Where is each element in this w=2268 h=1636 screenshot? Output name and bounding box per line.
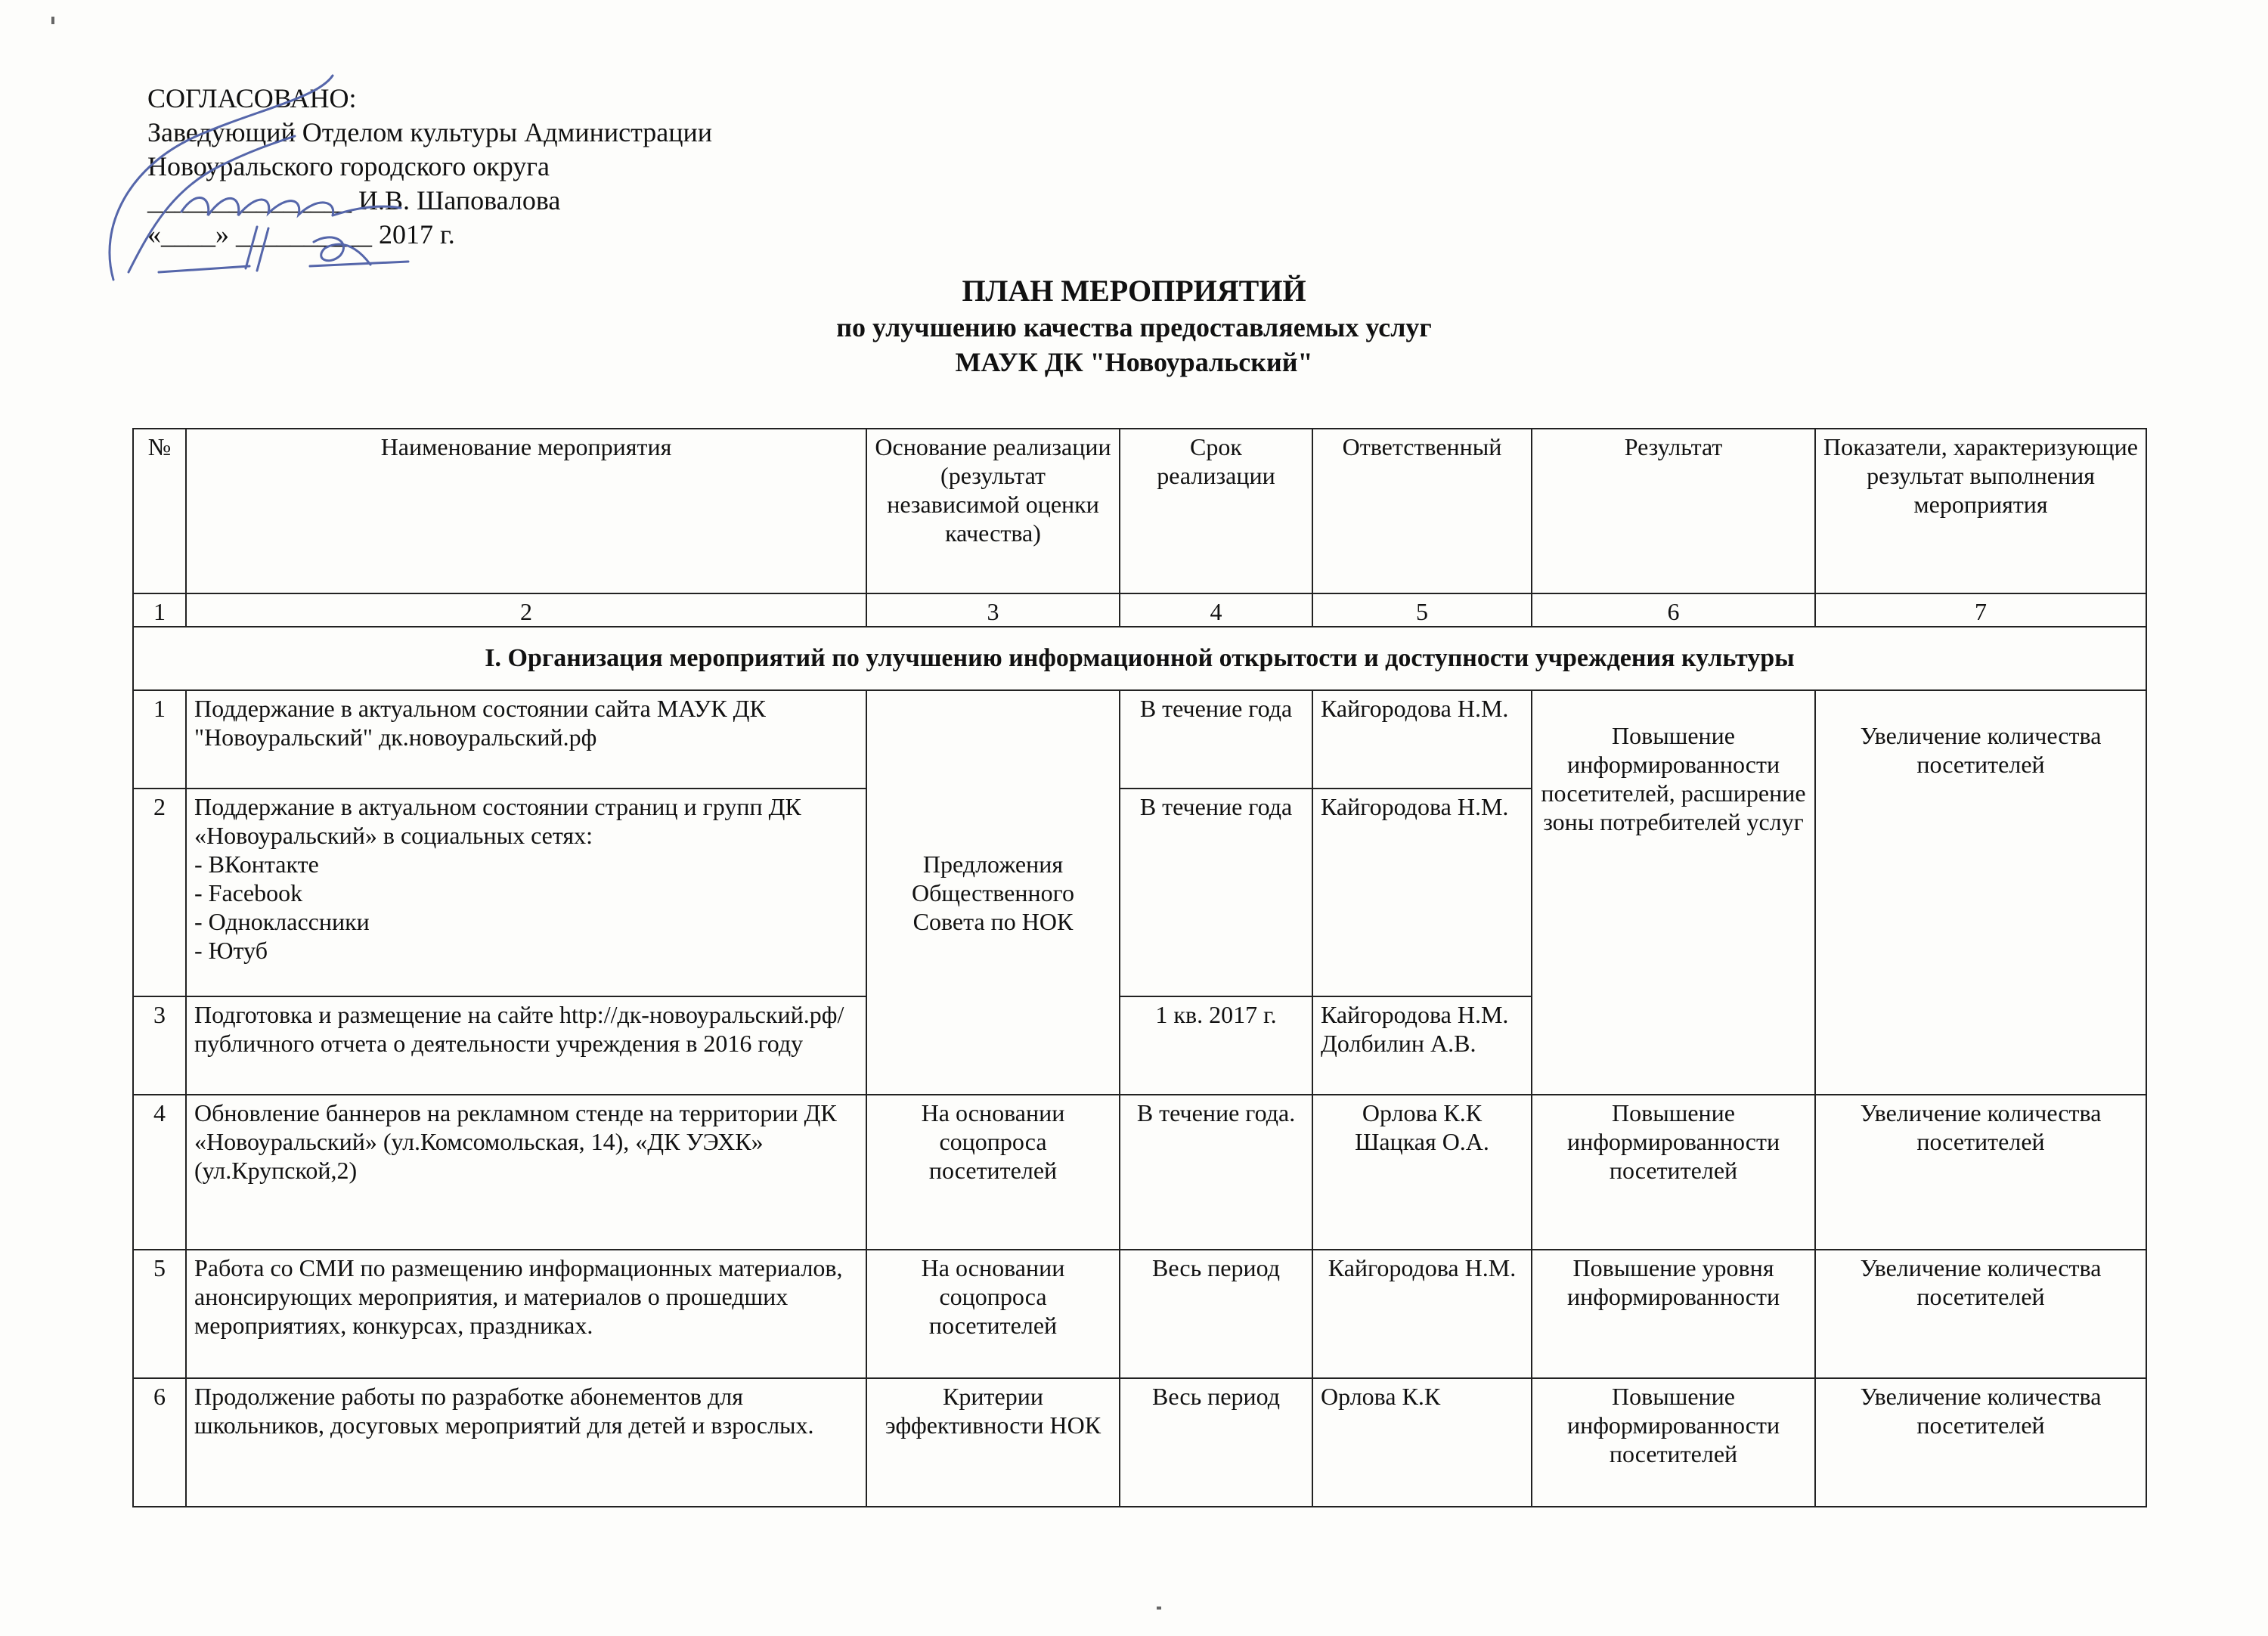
approval-date: «____» __________ 2017 г. bbox=[147, 219, 455, 249]
plan-table bbox=[132, 428, 2147, 1507]
row-result: Повышение информированности посетителей, расширение зоны потребителей услуг bbox=[1532, 690, 1815, 1095]
row-responsible: Орлова К.К Шацкая О.А. bbox=[1312, 1095, 1532, 1250]
header-responsible: Ответственный bbox=[1312, 429, 1532, 593]
document-title bbox=[0, 272, 2268, 380]
column-number: 7 bbox=[1815, 593, 2146, 627]
row-activity bbox=[186, 789, 866, 996]
row-responsible: Кайгородова Н.М. bbox=[1312, 1250, 1532, 1378]
scan-speck bbox=[51, 17, 54, 24]
column-number: 6 bbox=[1532, 593, 1815, 627]
row-number: 5 bbox=[133, 1250, 186, 1378]
row-responsible: Кайгородова Н.М. Долбилин А.В. bbox=[1312, 996, 1532, 1095]
header-number: № bbox=[133, 429, 186, 593]
row-basis: На основании соцопроса посетителей bbox=[866, 1250, 1120, 1378]
row-activity-text: Поддержание в актуальном состоянии страниц и групп ДК «Новоуральский» в социальных сетях: bbox=[194, 793, 801, 849]
table-row bbox=[133, 1250, 2146, 1378]
row-result: Повышение уровня информированности bbox=[1532, 1250, 1815, 1378]
header-result: Результат bbox=[1532, 429, 1815, 593]
column-number: 2 bbox=[186, 593, 866, 627]
column-number: 3 bbox=[866, 593, 1120, 627]
approval-organization: Новоуральского городского округа bbox=[147, 151, 550, 181]
row-indicator: Увеличение количества посетителей bbox=[1815, 1378, 2146, 1507]
column-number: 5 bbox=[1312, 593, 1532, 627]
row-result: Повышение информированности посетителей bbox=[1532, 1378, 1815, 1507]
row-basis: Критерии эффективности НОК bbox=[866, 1378, 1120, 1507]
header-name: Наименование мероприятия bbox=[186, 429, 866, 593]
row-responsible: Кайгородова Н.М. bbox=[1312, 789, 1532, 996]
header-row bbox=[133, 429, 2146, 593]
list-item: - ВКонтакте bbox=[194, 851, 319, 878]
row-activity: Работа со СМИ по размещению информационных материалов, анонсирующих мероприятия, и материалов о прошедших мероприятиях, конкурсах, праздниках. bbox=[186, 1250, 866, 1378]
table-row bbox=[133, 690, 2146, 789]
scan-speck bbox=[1157, 1607, 1161, 1610]
row-term: В течение года. bbox=[1120, 1095, 1312, 1250]
row-number: 1 bbox=[133, 690, 186, 789]
approval-block bbox=[147, 82, 712, 252]
header-term: Срок реализации bbox=[1120, 429, 1312, 593]
section-title: I. Организация мероприятий по улучшению информационной открытости и доступности учреждения культуры bbox=[133, 627, 2146, 690]
row-term: В течение года bbox=[1120, 690, 1312, 789]
approval-position: Заведующий Отделом культуры Администрации bbox=[147, 117, 713, 147]
row-activity: Поддержание в актуальном состоянии сайта МАУК ДК "Новоуральский" дк.новоуральский.рф bbox=[186, 690, 866, 789]
approval-heading: СОГЛАСОВАНО: bbox=[147, 83, 357, 113]
row-number: 2 bbox=[133, 789, 186, 996]
row-indicator: Увеличение количества посетителей bbox=[1815, 1095, 2146, 1250]
row-indicator: Увеличение количества посетителей bbox=[1815, 1250, 2146, 1378]
approval-signatory: _______________ И.В. Шаповалова bbox=[147, 185, 561, 215]
column-number: 1 bbox=[133, 593, 186, 627]
title-subtitle: по улучшению качества предоставляемых услуг bbox=[836, 312, 1432, 342]
row-result: Повышение информированности посетителей bbox=[1532, 1095, 1815, 1250]
row-basis: На основании соцопроса посетителей bbox=[866, 1095, 1120, 1250]
row-activity: Подготовка и размещение на сайте http://дк-новоуральский.рф/ публичного отчета о деятельности учреждения в 2016 году bbox=[186, 996, 866, 1095]
row-term: Весь период bbox=[1120, 1250, 1312, 1378]
row-indicator: Увеличение количества посетителей bbox=[1815, 690, 2146, 1095]
row-basis: Предложения Общественного Совета по НОК bbox=[866, 690, 1120, 1095]
table-row bbox=[133, 1095, 2146, 1250]
list-item: - Ютуб bbox=[194, 937, 268, 964]
row-activity: Обновление баннеров на рекламном стенде на территории ДК «Новоуральский» (ул.Комсомольская, 14), «ДК УЭХК» (ул.Крупской,2) bbox=[186, 1095, 866, 1250]
column-number: 4 bbox=[1120, 593, 1312, 627]
list-item: - Facebook bbox=[194, 879, 303, 906]
column-number-row bbox=[133, 593, 2146, 627]
row-responsible: Орлова К.К bbox=[1312, 1378, 1532, 1507]
header-basis: Основание реализации (результат независимой оценки качества) bbox=[866, 429, 1120, 593]
row-number: 6 bbox=[133, 1378, 186, 1507]
row-responsible: Кайгородова Н.М. bbox=[1312, 690, 1532, 789]
header-indicators: Показатели, характеризующие результат выполнения мероприятия bbox=[1815, 429, 2146, 593]
list-item: - Одноклассники bbox=[194, 908, 370, 935]
social-network-list bbox=[194, 850, 858, 965]
table-row bbox=[133, 1378, 2146, 1507]
row-number: 4 bbox=[133, 1095, 186, 1250]
row-term: В течение года bbox=[1120, 789, 1312, 996]
section-row bbox=[133, 627, 2146, 690]
row-number: 3 bbox=[133, 996, 186, 1095]
title-main: ПЛАН МЕРОПРИЯТИЙ bbox=[962, 274, 1306, 308]
row-activity: Продолжение работы по разработке абонементов для школьников, досуговых мероприятий для детей и взрослых. bbox=[186, 1378, 866, 1507]
title-organization: МАУК ДК "Новоуральский" bbox=[955, 347, 1313, 377]
row-term: 1 кв. 2017 г. bbox=[1120, 996, 1312, 1095]
row-term: Весь период bbox=[1120, 1378, 1312, 1507]
